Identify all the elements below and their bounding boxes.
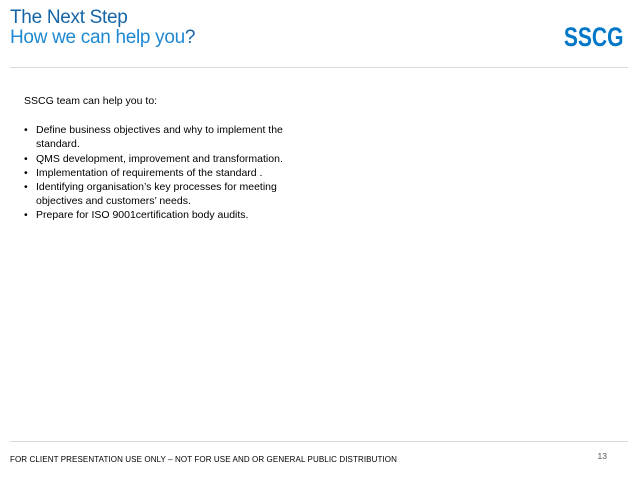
title-line-1: The Next Step [10, 7, 128, 28]
bullet-item [24, 123, 324, 151]
header-divider [10, 67, 628, 68]
body-content [24, 94, 324, 223]
bullet-item [24, 180, 324, 208]
bullet-item [24, 208, 324, 222]
bullet-item [24, 152, 324, 166]
intro-text: SSCG team can help you to: [24, 95, 158, 107]
bullet-text: Define business objectives and why to implement the standard. [36, 124, 283, 151]
bullet-dot-icon: • [24, 181, 28, 194]
page-number: 13 [597, 451, 607, 461]
bullet-dot-icon: • [24, 166, 28, 179]
footer-divider [10, 441, 628, 442]
bullet-text: QMS development, improvement and transformation. [36, 152, 283, 165]
bullet-dot-icon: • [24, 152, 28, 165]
bullet-list [24, 123, 324, 222]
title-line-2-text: How we can help you [10, 27, 185, 48]
title-question-mark: ? [184, 27, 196, 48]
bullet-dot-icon: • [24, 209, 28, 222]
bullet-text: Implementation of requirements of the standard . [36, 166, 263, 179]
title-line-2 [10, 28, 195, 48]
bullet-dot-icon: • [24, 124, 28, 137]
footer-disclaimer: FOR CLIENT PRESENTATION USE ONLY – NOT FOR USE AND OR GENERAL PUBLIC DISTRIBUTION [10, 455, 397, 464]
bullet-text: Prepare for ISO 9001certification body audits. [36, 209, 249, 222]
bullet-item [24, 166, 324, 180]
slide-title [10, 8, 195, 48]
sscg-logo: SSCG [564, 22, 624, 52]
bullet-text: Identifying organisation’s key processes for meeting objectives and customers’ needs. [36, 181, 277, 208]
